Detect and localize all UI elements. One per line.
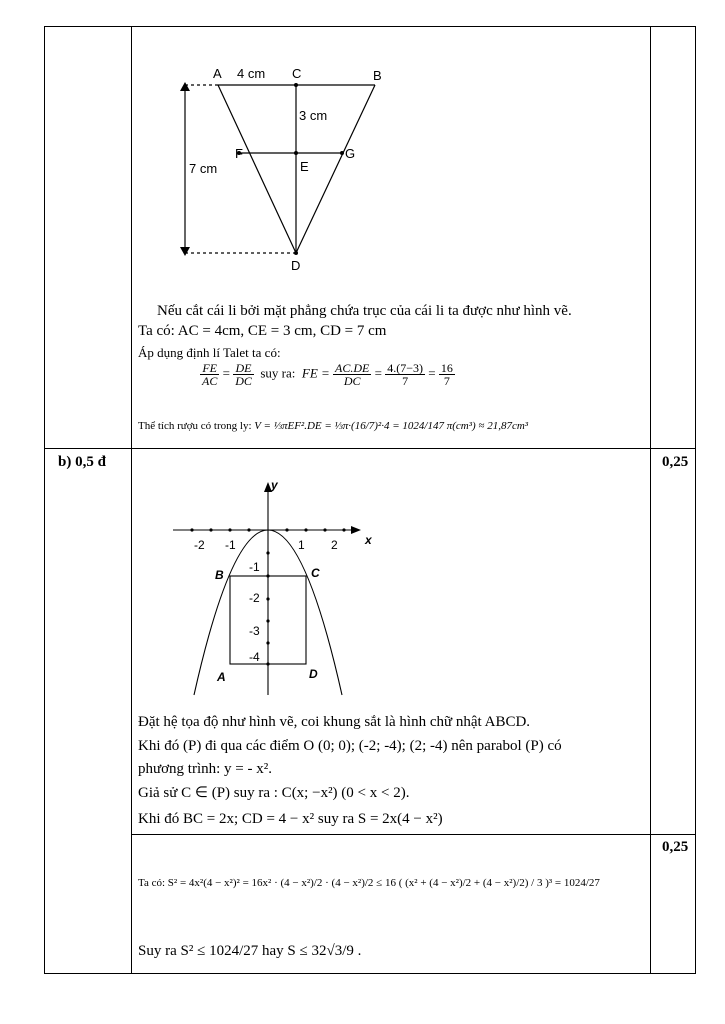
y-tick-label: -1 — [249, 560, 260, 574]
length-label-height: 7 cm — [189, 161, 218, 176]
length-label-ce: 3 cm — [299, 108, 328, 123]
table-subrow-divider — [131, 834, 696, 835]
part-b-assume-c: Giả sử C ∈ (P) suy ra : C(x; −x²) (0 < x < 2). — [138, 785, 410, 801]
table-border-left — [44, 26, 45, 974]
table-row-divider — [44, 448, 696, 449]
talet-equation: $\frac{FE}{AC}$ = $\frac{DE}{DC}$ suy ra: FE = $\frac{AC.DE}{DC}$ = $\frac{4.(7-3)}{7}$ = $\frac{16}{7}$ — [202, 361, 453, 388]
part-b-label: b) 0,5 đ — [58, 454, 106, 470]
part-a-given: Ta có: AC = 4cm, CE = 3 cm, CD = 7 cm — [138, 323, 387, 339]
part-b-score-2: 0,25 — [662, 839, 689, 855]
point-label-d: D — [291, 258, 301, 273]
table-column-divider — [131, 26, 132, 974]
x-tick-label: 2 — [331, 538, 338, 552]
table-border-top — [44, 26, 696, 27]
point-label-a: A — [217, 670, 226, 684]
point-label-c: C — [292, 66, 302, 81]
point-label-b: B — [215, 568, 224, 582]
table-border-right — [695, 26, 696, 974]
part-b-setup: Đặt hệ tọa độ như hình vẽ, coi khung sắt là hình chữ nhật ABCD. — [138, 714, 531, 730]
glass-cross-section-figure — [175, 60, 405, 275]
part-b-equation: phương trình: y = - x². — [138, 761, 273, 777]
y-tick-label: -2 — [249, 591, 260, 605]
point-label-b: B — [373, 68, 382, 83]
point-label-d: D — [309, 667, 318, 681]
volume-computation: Thể tích rượu có trong ly: V = ⅓πEF².DE = ⅓π·(16/7)²·4 = 1024/147 π(cm³) ≈ 21,87cm³ — [138, 420, 529, 432]
point-label-a: A — [213, 66, 222, 81]
part-b-score-1: 0,25 — [662, 454, 689, 470]
length-label-ac: 4 cm — [237, 66, 266, 81]
x-tick-label: -1 — [225, 538, 236, 552]
part-b-inequality: Ta có: S² = 4x²(4 − x²)² = 16x² · (4 − x²)/2 · (4 − x²)/2 ≤ 16 ( (x² + (4 − x²)/2 + (4 − x²)/2) / 3 )³ = 1024/27 — [138, 877, 600, 889]
table-column-divider — [650, 26, 651, 974]
table-border-bottom — [44, 973, 696, 974]
point-label-f: F — [235, 146, 243, 161]
y-tick-label: -4 — [249, 650, 260, 664]
point-label-g: G — [345, 146, 356, 161]
x-tick-label: 1 — [298, 538, 305, 552]
axis-label-x: x — [365, 533, 372, 547]
part-b-area-expression: Khi đó BC = 2x; CD = 4 − x² suy ra S = 2x(4 − x²) — [138, 811, 443, 827]
axis-label-y: y — [271, 478, 278, 492]
part-a-talet-intro: Áp dụng định lí Talet ta có: — [138, 345, 281, 360]
point-label-c: C — [311, 566, 320, 580]
part-a-intro: Nếu cắt cái li bởi mặt phẳng chứa trục của cái li ta được như hình vẽ. — [157, 303, 572, 319]
y-tick-label: -3 — [249, 624, 260, 638]
parabola-graph — [165, 475, 395, 700]
point-label-e: E — [300, 159, 309, 174]
part-b-parabola-points: Khi đó (P) đi qua các điểm O (0; 0); (-2; -4); (2; -4) nên parabol (P) có — [138, 738, 562, 754]
part-b-conclusion: Suy ra S² ≤ 1024/27 hay S ≤ 32√3/9 . — [138, 943, 362, 959]
x-tick-label: -2 — [194, 538, 205, 552]
